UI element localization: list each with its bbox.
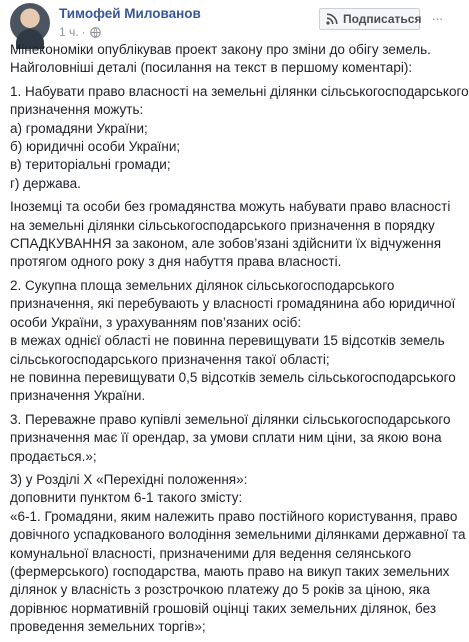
post-text-line: особи України, з урахуванням пов’язаних осіб: <box>10 314 302 330</box>
author-name[interactable]: Тимофей Милованов <box>59 6 201 21</box>
post-text-line: продається.»; <box>10 448 97 464</box>
post-text-line: не повинна перевищувати 0,5 відсотків земель сільськогосподарського <box>10 369 456 385</box>
post-header <box>0 0 450 44</box>
post-text-line: дорівнює нормативній грошовій оцінці таких земельних ділянок, без <box>10 600 437 616</box>
post-text-line: Найголовніші деталі (посилання на текст в першому коментарі): <box>10 60 413 76</box>
post-text-line: б) юридичні особи України; <box>10 139 181 155</box>
post-paragraph <box>10 411 451 466</box>
post-text-line: 2. Сукупна площа земельних ділянок сільськогосподарського <box>10 277 395 293</box>
globe-icon[interactable] <box>90 27 101 38</box>
author-avatar[interactable] <box>10 3 50 43</box>
post-paragraph <box>10 41 442 78</box>
post-text-line: призначення, які перебувають у власності громадянина або юридичної <box>10 296 456 312</box>
subscribe-label: Подписаться <box>343 12 422 26</box>
post-text-line: призначення має її орендар, за умови сплати ним ціни, за якою вона <box>10 430 442 446</box>
post-text-line: в межах однієї області не повинна перевищувати 15 відсотків земель <box>10 333 445 349</box>
post-text-line: а) громадяни України; <box>10 120 148 136</box>
post-text-line: на земельні ділянки сільськогосподарського призначення в порядку <box>10 217 435 233</box>
post-text-line: призначення України. <box>10 388 146 404</box>
post-text-line: довічного успадкованого володіння земельними ділянками державної та <box>10 527 466 543</box>
post-text-line: протягом одного року з дня набуття права власності. <box>10 254 342 270</box>
meta-separator: · <box>81 25 86 39</box>
post-text-line: «6-1. Громадяни, яким належить право постійного користування, право <box>10 508 458 524</box>
post-text-line: 3. Переважне право купівлі земельної ділянки сільськогосподарського <box>10 411 451 427</box>
post-text-line: (фермерського) господарства, мають право на викуп таких земельних <box>10 563 450 579</box>
more-options-button[interactable]: ··· <box>431 10 443 26</box>
post-text-line: Мінекономіки опублікував проект закону про зміни до обігу земель. <box>10 42 431 57</box>
post-text-line: в) територіальні громади; <box>10 157 171 173</box>
post-text-line: комунальної власності, призначеними для ведення селянського <box>10 545 412 561</box>
post-text-line: ділянок у власність з розстрочкою платежу до 5 років за ціною, яка <box>10 582 430 598</box>
post-paragraph <box>10 83 469 193</box>
post-paragraph <box>10 198 451 272</box>
post-text-line: доповнити пунктом 6-1 такого змісту: <box>10 490 243 506</box>
post-text-line: Іноземці та особи без громадянства можуть набувати право власності <box>10 199 451 215</box>
subscribe-button[interactable] <box>319 8 420 30</box>
post-meta <box>59 25 101 39</box>
post-text-line: СПАДКУВАННЯ за законом, але зобов’язані здійснити їх відчуження <box>10 236 441 252</box>
post-text-line: г) держава. <box>10 175 81 191</box>
post-text-line: призначення можуть: <box>10 102 144 118</box>
rss-icon <box>326 13 338 25</box>
post-text-line: сільськогосподарського призначення такої області; <box>10 351 330 367</box>
post-timestamp[interactable]: 1 ч. <box>59 25 79 39</box>
post-paragraph <box>10 277 456 406</box>
post-text-line: проведення земельних торгів»; <box>10 619 206 635</box>
post-text <box>10 41 469 642</box>
post-text-line: 3) у Розділі Х «Перехідні положення»: <box>10 471 248 487</box>
post-text-line: 1. Набувати право власності на земельні ділянки сільськогосподарського <box>10 83 469 99</box>
post-paragraph <box>10 471 466 637</box>
